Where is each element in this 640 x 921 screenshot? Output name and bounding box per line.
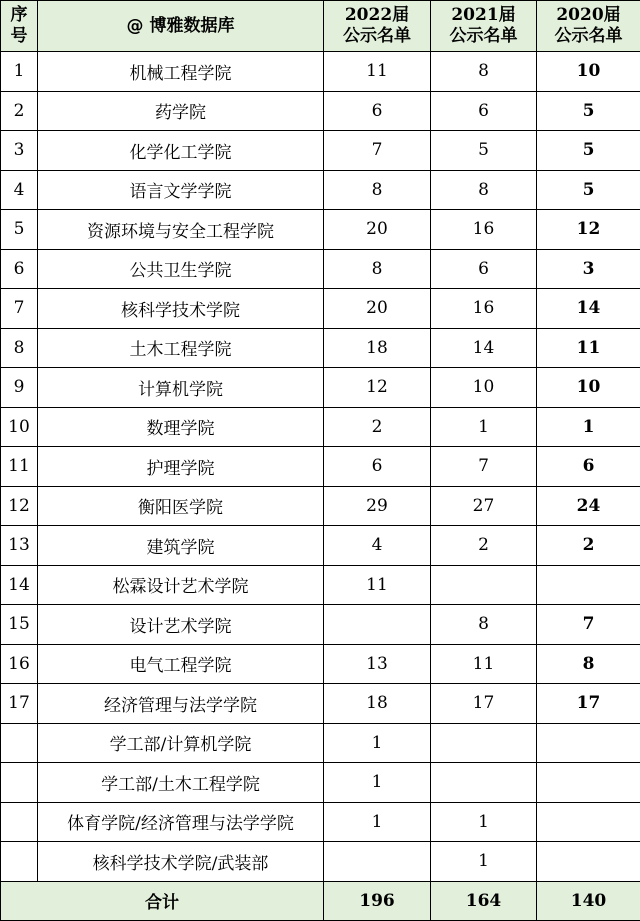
header-name: @ 博雅数据库: [38, 1, 324, 52]
cell-2020: 3: [537, 249, 640, 289]
cell-2022: 6: [324, 91, 431, 131]
total-2022: 196: [324, 881, 431, 920]
table-row: [1, 249, 640, 289]
cell-college-name: 经济管理与法学学院: [38, 684, 324, 724]
cell-index: 15: [1, 605, 38, 645]
header-index-line1: 序: [1, 5, 37, 26]
table-row: [1, 328, 640, 368]
cell-index: 7: [1, 289, 38, 329]
cell-college-name: 建筑学院: [38, 526, 324, 566]
header-2021-line1: 2021届: [431, 5, 536, 26]
cell-2020: 7: [537, 605, 640, 645]
cell-2022: 6: [324, 447, 431, 487]
cell-college-name: 体育学院/经济管理与法学学院: [38, 802, 324, 842]
cell-2020: 8: [537, 644, 640, 684]
cell-college-name: 公共卫生学院: [38, 249, 324, 289]
cell-index: 1: [1, 52, 38, 92]
cell-index: 5: [1, 210, 38, 250]
cell-index: 12: [1, 486, 38, 526]
cell-2021: 11: [431, 644, 537, 684]
cell-2021: 17: [431, 684, 537, 724]
cell-2022: 1: [324, 802, 431, 842]
cell-2020: 5: [537, 91, 640, 131]
cell-2021: 27: [431, 486, 537, 526]
cell-2020: 5: [537, 170, 640, 210]
cell-index: 8: [1, 328, 38, 368]
cell-college-name: 电气工程学院: [38, 644, 324, 684]
cell-college-name: 核科学技术学院/武装部: [38, 842, 324, 882]
cell-2022: [324, 605, 431, 645]
cell-index: [1, 723, 38, 763]
cell-index: 10: [1, 407, 38, 447]
cell-2022: 11: [324, 52, 431, 92]
total-2020: 140: [537, 881, 640, 920]
header-index: [1, 1, 38, 52]
cell-2020: 10: [537, 368, 640, 408]
cell-index: 11: [1, 447, 38, 487]
table-row: [1, 644, 640, 684]
cell-college-name: 护理学院: [38, 447, 324, 487]
cell-2022: 20: [324, 210, 431, 250]
header-2022-line1: 2022届: [324, 5, 430, 26]
cell-2022: 12: [324, 368, 431, 408]
total-2021: 164: [431, 881, 537, 920]
cell-2022: 11: [324, 565, 431, 605]
cell-2022: 1: [324, 763, 431, 803]
cell-2022: 2: [324, 407, 431, 447]
cell-2022: 13: [324, 644, 431, 684]
cell-2021: 14: [431, 328, 537, 368]
cell-index: 16: [1, 644, 38, 684]
header-2021: [431, 1, 537, 52]
cell-college-name: 核科学技术学院: [38, 289, 324, 329]
cell-2022: 7: [324, 131, 431, 171]
cell-2020: [537, 763, 640, 803]
cell-2020: 12: [537, 210, 640, 250]
cell-2022: 18: [324, 328, 431, 368]
cell-2021: 6: [431, 249, 537, 289]
table-row: [1, 170, 640, 210]
cell-2020: [537, 842, 640, 882]
cell-2021: 1: [431, 842, 537, 882]
cell-college-name: 药学院: [38, 91, 324, 131]
cell-college-name: 设计艺术学院: [38, 605, 324, 645]
table-body: [1, 52, 640, 882]
cell-2022: 1: [324, 723, 431, 763]
cell-index: 3: [1, 131, 38, 171]
cell-2020: 24: [537, 486, 640, 526]
cell-2022: 4: [324, 526, 431, 566]
table-row: [1, 486, 640, 526]
table-footer: [1, 881, 640, 920]
cell-2021: 10: [431, 368, 537, 408]
table-row: [1, 210, 640, 250]
cell-2022: 8: [324, 170, 431, 210]
header-index-line2: 号: [1, 26, 37, 47]
table-row: [1, 723, 640, 763]
cell-college-name: 学工部/计算机学院: [38, 723, 324, 763]
cell-2020: [537, 802, 640, 842]
cell-college-name: 化学化工学院: [38, 131, 324, 171]
cell-2020: 5: [537, 131, 640, 171]
cell-college-name: 计算机学院: [38, 368, 324, 408]
total-row: [1, 881, 640, 920]
cell-college-name: 土木工程学院: [38, 328, 324, 368]
cell-college-name: 语言文学学院: [38, 170, 324, 210]
cell-2021: [431, 763, 537, 803]
cell-index: [1, 763, 38, 803]
cell-2020: 6: [537, 447, 640, 487]
cell-2021: 6: [431, 91, 537, 131]
cell-index: 9: [1, 368, 38, 408]
cell-2020: 11: [537, 328, 640, 368]
cell-index: 2: [1, 91, 38, 131]
table-row: [1, 407, 640, 447]
cell-index: 13: [1, 526, 38, 566]
cell-2020: 1: [537, 407, 640, 447]
header-2022: [324, 1, 431, 52]
table-row: [1, 289, 640, 329]
cell-college-name: 学工部/土木工程学院: [38, 763, 324, 803]
table-row: [1, 684, 640, 724]
table-row: [1, 447, 640, 487]
table-row: [1, 526, 640, 566]
cell-2021: 16: [431, 210, 537, 250]
cell-2022: 20: [324, 289, 431, 329]
cell-index: 14: [1, 565, 38, 605]
cell-2021: 16: [431, 289, 537, 329]
table-row: [1, 131, 640, 171]
table-row: [1, 368, 640, 408]
table-row: [1, 802, 640, 842]
cell-index: [1, 802, 38, 842]
cell-2021: 5: [431, 131, 537, 171]
cell-2021: [431, 723, 537, 763]
cell-2022: 18: [324, 684, 431, 724]
table-row: [1, 763, 640, 803]
cell-index: 6: [1, 249, 38, 289]
header-2020-line2: 公示名单: [537, 26, 640, 47]
cell-college-name: 衡阳医学院: [38, 486, 324, 526]
cell-2021: 8: [431, 52, 537, 92]
header-2021-line2: 公示名单: [431, 26, 536, 47]
cell-2021: 1: [431, 802, 537, 842]
cell-index: 17: [1, 684, 38, 724]
cell-2020: 2: [537, 526, 640, 566]
table-row: [1, 91, 640, 131]
cell-college-name: 资源环境与安全工程学院: [38, 210, 324, 250]
table-row: [1, 52, 640, 92]
cell-2021: 8: [431, 605, 537, 645]
table-row: [1, 842, 640, 882]
cell-2020: [537, 565, 640, 605]
header-2020-line1: 2020届: [537, 5, 640, 26]
cell-2021: [431, 565, 537, 605]
cell-2021: 2: [431, 526, 537, 566]
table-row: [1, 565, 640, 605]
cell-2021: 1: [431, 407, 537, 447]
cell-2020: [537, 723, 640, 763]
cell-college-name: 数理学院: [38, 407, 324, 447]
table-header: [1, 1, 640, 52]
cell-2020: 17: [537, 684, 640, 724]
cell-2022: 29: [324, 486, 431, 526]
total-label: 合计: [1, 881, 324, 920]
header-row: [1, 1, 640, 52]
cell-college-name: 松霖设计艺术学院: [38, 565, 324, 605]
header-2022-line2: 公示名单: [324, 26, 430, 47]
cell-2021: 7: [431, 447, 537, 487]
cell-2020: 10: [537, 52, 640, 92]
header-2020: [537, 1, 640, 52]
cell-index: 4: [1, 170, 38, 210]
cell-2022: [324, 842, 431, 882]
cell-college-name: 机械工程学院: [38, 52, 324, 92]
cell-2022: 8: [324, 249, 431, 289]
cell-2021: 8: [431, 170, 537, 210]
cell-2020: 14: [537, 289, 640, 329]
table-row: [1, 605, 640, 645]
cell-index: [1, 842, 38, 882]
